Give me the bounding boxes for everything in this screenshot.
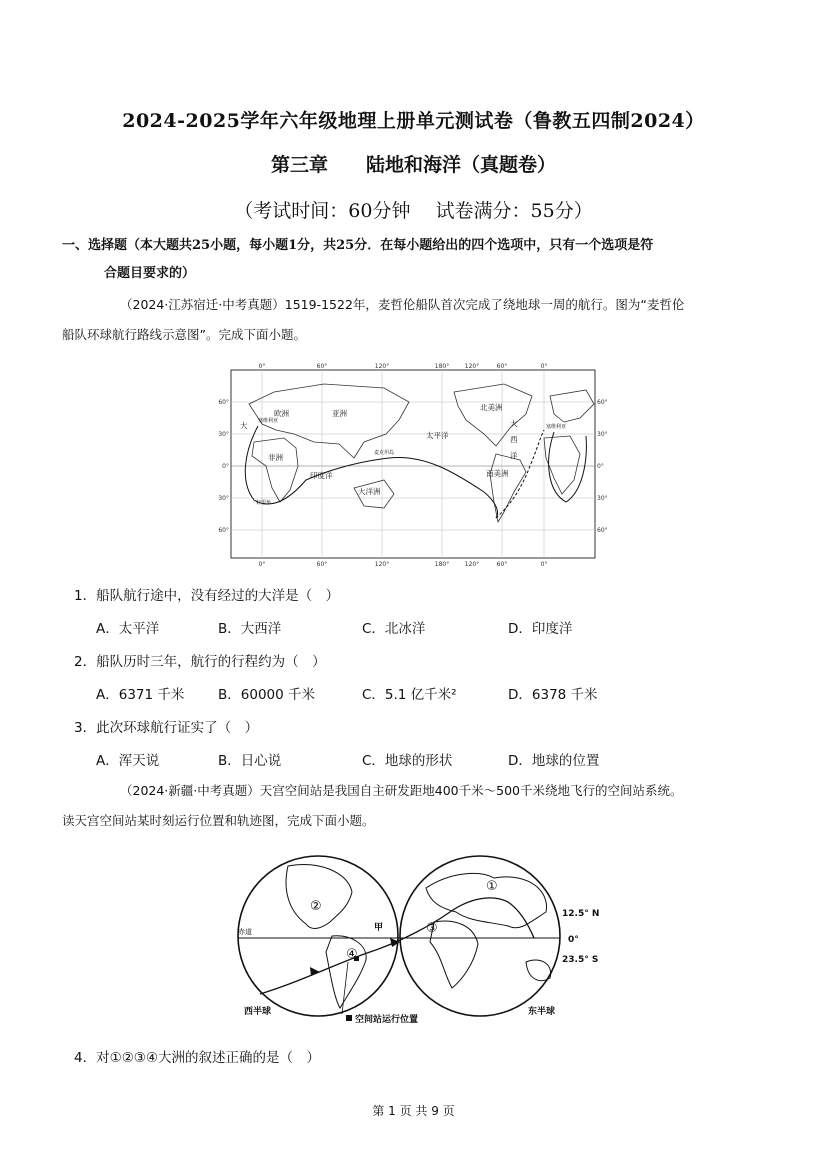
label-western-hemisphere: 西半球 <box>244 1007 272 1017</box>
q1-option-c[interactable]: C．北冰洋 <box>362 621 426 637</box>
lat-tick: 30° <box>218 431 229 438</box>
lat-tick: 60° <box>597 527 608 534</box>
lon-tick: 120° <box>374 561 390 568</box>
lat-tick: 60° <box>218 399 229 406</box>
label-continent-2: ② <box>310 899 322 914</box>
intro1-line2: 船队环球航行路线示意图”。完成下面小题。 <box>62 327 306 342</box>
q2-option-c[interactable]: C．5.1 亿千米² <box>362 687 457 703</box>
legend-marker <box>346 1015 352 1021</box>
question-1: 1．船队航行途中，没有经过的大洋是（ ） <box>74 588 340 604</box>
q1-option-b[interactable]: B．大西洋 <box>218 621 282 637</box>
intro-paragraph-2 <box>62 776 762 836</box>
label-pacific: 太平洋 <box>426 431 449 440</box>
label-lat-0: 0° <box>568 935 579 945</box>
q2-option-a[interactable]: A．6371 千米 <box>96 687 185 703</box>
question-2: 2．船队历时三年，航行的行程约为（ ） <box>74 654 326 670</box>
lon-tick: 60° <box>316 561 328 568</box>
label-jia: 甲 <box>374 923 384 933</box>
lat-tick: 0° <box>222 463 229 470</box>
label-europe: 欧洲 <box>274 409 289 418</box>
q2-option-d[interactable]: D．6378 千米 <box>508 687 598 703</box>
question-4: 4．对①②③④大洲的叙述正确的是（ ） <box>74 1050 320 1066</box>
exam-info: （考试时间：60分钟 试卷满分：55分） <box>234 200 593 222</box>
lon-tick: 0° <box>540 561 548 568</box>
label-lat-23-5s: 23.5° S <box>562 955 599 965</box>
label-indian-ocean: 印度洋 <box>310 471 333 480</box>
q1-option-a[interactable]: A．太平洋 <box>96 621 160 637</box>
q1-option-d[interactable]: D．印度洋 <box>508 621 573 637</box>
label-lat-12-5n: 12.5° N <box>562 909 600 919</box>
magellan-route-map <box>214 362 612 568</box>
section-heading-line1: 一、选择题（本大题共25小题，每小题1分，共25分．在每小题给出的四个选项中，只有一个选项是符 <box>62 238 654 253</box>
space-station-map <box>230 852 610 1032</box>
lon-tick: 0° <box>258 363 266 370</box>
label-north-america: 北美洲 <box>480 403 503 412</box>
q3-option-a[interactable]: A．浑天说 <box>96 753 160 769</box>
label-continent-4: ④ <box>346 947 358 962</box>
label-cape: 好望角 <box>256 500 272 506</box>
label-eastern-hemisphere: 东半球 <box>528 1007 556 1017</box>
label-atlantic-3: 洋 <box>510 451 518 460</box>
intro1-line1: （2024·江苏宿迁·中考真题）1519-1522年，麦哲伦船队首次完成了绕地球一周的航行。图为“麦哲伦 <box>120 297 685 312</box>
section-heading-line2: 合题目要求的） <box>104 266 196 281</box>
lon-tick: 60° <box>496 363 508 370</box>
lon-tick: 0° <box>258 561 266 568</box>
q3-option-b[interactable]: B．日心说 <box>218 753 282 769</box>
western-hemisphere <box>238 856 398 1016</box>
label-oceania: 大洋洲 <box>358 487 381 496</box>
q2-option-b[interactable]: B．60000 千米 <box>218 687 315 703</box>
label-atlantic-left: 大 <box>240 421 248 430</box>
label-atlantic-2: 西 <box>510 435 518 444</box>
lon-tick: 60° <box>496 561 508 568</box>
intro2-line1: （2024·新疆·中考真题）天宫空间站是我国自主研发距地400千米～500千米绕地飞行的空间站系统。 <box>120 783 683 798</box>
lon-tick: 0° <box>540 363 548 370</box>
intro2-line2: 读天宫空间站某时刻运行位置和轨迹图，完成下面小题。 <box>62 813 375 828</box>
legend-label: 空间站运行位置 <box>355 1015 419 1025</box>
label-continent-3: ③ <box>426 921 438 936</box>
eastern-hemisphere <box>400 856 560 1016</box>
exam-title: 2024-2025学年六年级地理上册单元测试卷（鲁教五四制2024） <box>122 110 705 132</box>
lon-tick: 60° <box>316 363 328 370</box>
lat-tick: 60° <box>218 527 229 534</box>
label-seville-right: 塞维利亚 <box>546 424 567 430</box>
lon-tick: 180° <box>434 561 450 568</box>
lat-tick: 0° <box>597 463 604 470</box>
label-asia: 亚洲 <box>332 409 347 418</box>
label-seville-left: 塞维利亚 <box>258 418 279 424</box>
lon-tick: 180° <box>434 363 450 370</box>
section-heading <box>62 232 762 288</box>
lon-tick: 120° <box>464 561 480 568</box>
label-mactan: 麦克坦岛 <box>374 450 395 456</box>
q3-option-d[interactable]: D．地球的位置 <box>508 753 600 769</box>
page-footer: 第 1 页 共 9 页 <box>372 1104 455 1118</box>
lat-tick: 30° <box>597 495 608 502</box>
lat-tick: 30° <box>218 495 229 502</box>
lat-tick: 30° <box>597 431 608 438</box>
question-3: 3．此次环球航行证实了（ ） <box>74 720 259 736</box>
intro-paragraph-1 <box>62 290 762 350</box>
label-equator: 赤道 <box>238 928 252 936</box>
label-atlantic-1: 大 <box>510 419 518 428</box>
chapter-title: 第三章 陆地和海洋（真题卷） <box>270 154 556 176</box>
q3-option-c[interactable]: C．地球的形状 <box>362 753 453 769</box>
lat-tick: 60° <box>597 399 608 406</box>
label-continent-1: ① <box>486 879 498 894</box>
label-south-america: 南美洲 <box>486 469 509 478</box>
lon-tick: 120° <box>374 363 390 370</box>
label-africa: 非洲 <box>268 453 283 462</box>
lon-tick: 120° <box>464 363 480 370</box>
